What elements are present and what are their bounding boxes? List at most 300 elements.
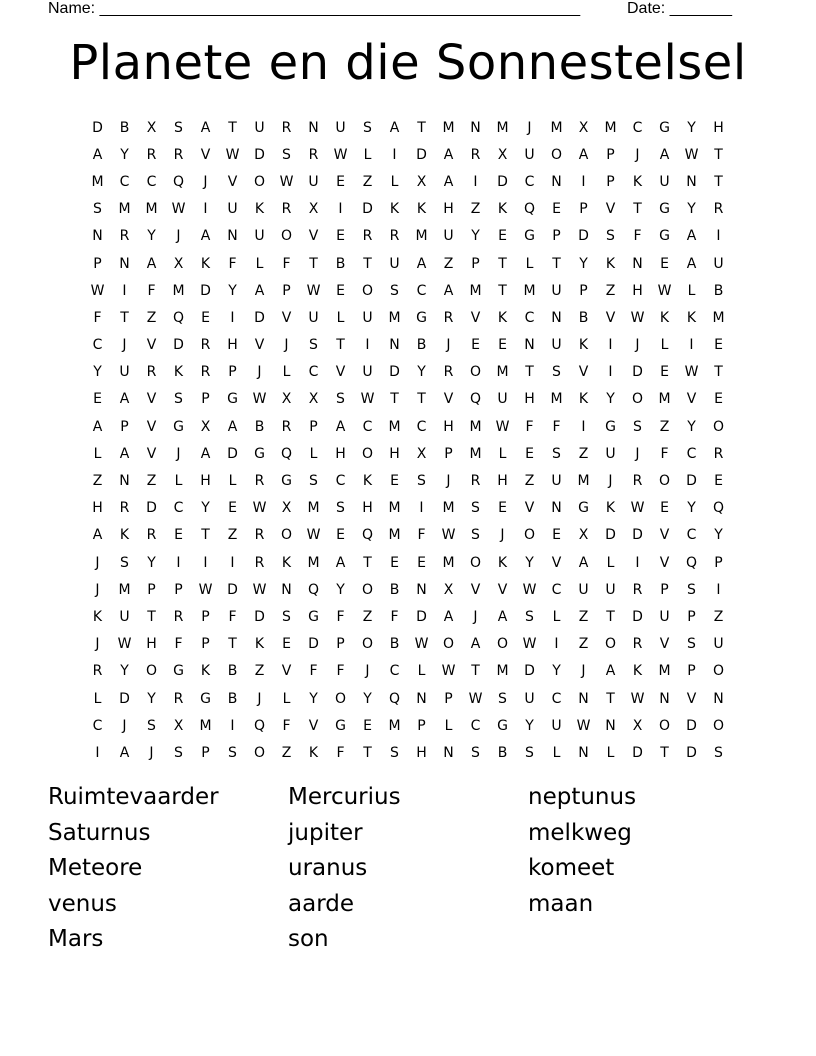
grid-letter: H [389,445,400,462]
grid-letter: N [551,500,562,517]
grid-letter: W [198,581,213,598]
grid-letter: D [416,608,427,625]
grid-letter: M [442,119,455,136]
grid-letter: S [498,690,507,707]
grid-letter: Z [281,744,292,761]
grid-letter: X [308,201,319,218]
grid-letter: O [145,663,158,680]
grid-letter: R [281,119,292,136]
word-list-item: Saturnus [48,819,151,846]
grid-letter: T [714,364,723,381]
grid-letter: P [228,364,237,381]
grid-letter: P [282,282,291,299]
grid-letter: W [630,500,645,517]
grid-letter: Z [362,608,373,625]
grid-letter: A [578,554,589,571]
grid-letter: A [605,663,616,680]
grid-letter: D [227,581,238,598]
grid-letter: Y [120,146,129,163]
grid-letter: D [524,663,535,680]
grid-letter: S [336,500,345,517]
grid-letter: P [687,608,696,625]
grid-letter: E [417,554,426,571]
grid-letter: A [578,146,589,163]
grid-letter: I [608,364,613,381]
grid-letter: X [443,581,454,598]
grid-letter: D [308,636,319,653]
grid-letter: V [470,581,481,598]
grid-letter: N [578,744,589,761]
grid-letter: W [225,146,240,163]
grid-letter: L [363,146,372,163]
grid-letter: I [122,282,127,299]
grid-letter: H [335,445,346,462]
grid-letter: K [200,255,211,272]
grid-letter: B [497,744,508,761]
grid-letter: B [119,119,130,136]
grid-letter: C [119,173,130,190]
grid-letter: D [632,364,643,381]
grid-letter: M [658,391,671,408]
grid-letter: Q [469,391,482,408]
grid-letter: I [176,554,181,571]
grid-letter: T [633,201,642,218]
grid-letter: Q [685,554,698,571]
grid-letter: B [713,282,724,299]
grid-row [84,495,732,522]
grid-letter: T [228,119,237,136]
grid-letter: Z [524,473,535,490]
grid-letter: H [713,119,724,136]
grid-letter: L [309,445,318,462]
grid-letter: E [93,391,102,408]
grid-row [84,440,732,467]
grid-letter: V [146,418,157,435]
grid-letter: K [497,554,508,571]
grid-letter: F [228,255,237,272]
grid-letter: U [524,690,535,707]
grid-letter: W [306,282,321,299]
grid-letter: R [281,418,292,435]
grid-letter: H [497,473,508,490]
grid-letter: G [173,663,184,680]
grid-letter: P [552,228,561,245]
grid-row [84,304,732,331]
grid-letter: S [390,282,399,299]
grid-letter: P [120,418,129,435]
grid-letter: S [552,364,561,381]
grid-letter: V [146,445,157,462]
grid-letter: W [522,636,537,653]
grid-letter: P [579,201,588,218]
grid-letter: A [416,255,427,272]
grid-letter: Q [172,309,185,326]
grid-letter: N [308,119,319,136]
grid-letter: U [308,309,319,326]
grid-letter: E [174,527,183,544]
grid-letter: C [416,282,427,299]
grid-row [84,196,732,223]
grid-letter: D [686,473,697,490]
grid-letter: K [497,309,508,326]
grid-letter: Q [307,581,320,598]
grid-letter: Z [254,663,265,680]
grid-letter: H [443,201,454,218]
grid-letter: G [200,690,211,707]
grid-letter: P [201,391,210,408]
grid-letter: E [336,282,345,299]
grid-letter: R [146,364,157,381]
grid-letter: A [119,445,130,462]
grid-letter: O [280,228,293,245]
grid-letter: E [390,473,399,490]
grid-letter: P [201,744,210,761]
grid-letter: J [635,445,640,462]
grid-letter: W [576,717,591,734]
grid-letter: P [336,636,345,653]
grid-letter: K [389,201,400,218]
grid-letter: U [551,717,562,734]
grid-letter: I [95,744,100,761]
grid-letter: K [308,744,319,761]
grid-letter: B [254,418,265,435]
grid-letter: M [91,173,104,190]
grid-letter: J [635,146,640,163]
grid-letter: M [415,228,428,245]
word-list-item: Meteore [48,855,143,882]
grid-row [84,603,732,630]
grid-letter: Y [363,690,372,707]
grid-letter: K [92,608,103,625]
grid-letter: C [92,337,103,354]
grid-letter: R [146,527,157,544]
grid-letter: R [173,146,184,163]
grid-letter: M [550,119,563,136]
grid-letter: E [498,500,507,517]
grid-letter: Y [336,581,345,598]
grid-letter: I [581,418,586,435]
grid-letter: U [605,445,616,462]
grid-letter: P [444,445,453,462]
grid-letter: C [308,364,319,381]
grid-letter: P [93,255,102,272]
grid-letter: W [684,364,699,381]
grid-letter: V [578,364,589,381]
grid-letter: D [686,717,697,734]
grid-letter: X [632,717,643,734]
grid-letter: A [92,527,103,544]
grid-letter: G [497,717,508,734]
grid-letter: I [365,337,370,354]
grid-letter: D [92,119,103,136]
grid-letter: O [361,636,374,653]
grid-letter: S [525,608,534,625]
grid-letter: F [660,445,669,462]
grid-letter: S [174,391,183,408]
grid-letter: Y [687,119,696,136]
grid-letter: U [308,173,319,190]
grid-letter: L [174,473,183,490]
grid-letter: L [606,744,615,761]
word-search-grid [84,114,732,767]
grid-letter: S [687,636,696,653]
grid-letter: E [660,364,669,381]
grid-letter: D [497,173,508,190]
grid-letter: C [416,418,427,435]
grid-letter: B [335,255,346,272]
grid-letter: G [659,119,670,136]
grid-letter: V [524,500,535,517]
grid-letter: I [230,309,235,326]
grid-row [84,739,732,766]
grid-letter: F [147,282,156,299]
grid-letter: J [176,445,181,462]
grid-letter: L [606,554,615,571]
grid-letter: S [282,146,291,163]
grid-letter: Y [147,690,156,707]
grid-letter: X [146,119,157,136]
grid-letter: U [254,119,265,136]
grid-letter: O [496,636,509,653]
grid-letter: P [309,418,318,435]
grid-letter: T [336,337,345,354]
grid-letter: J [500,527,505,544]
grid-letter: T [363,554,372,571]
grid-letter: Y [93,364,102,381]
grid-row [84,549,732,576]
grid-letter: T [471,663,480,680]
grid-letter: O [253,173,266,190]
grid-letter: P [444,690,453,707]
grid-letter: E [336,173,345,190]
grid-letter: H [362,500,373,517]
grid-letter: A [335,418,346,435]
grid-letter: U [362,364,373,381]
grid-letter: N [551,173,562,190]
grid-letter: T [228,636,237,653]
grid-letter: R [389,228,400,245]
grid-letter: W [360,391,375,408]
grid-letter: S [417,473,426,490]
grid-letter: L [525,255,534,272]
grid-letter: S [606,228,615,245]
grid-letter: Y [471,228,480,245]
grid-letter: O [712,663,725,680]
grid-letter: K [200,663,211,680]
grid-letter: M [388,309,401,326]
grid-letter: U [578,581,589,598]
grid-letter: X [173,255,184,272]
word-list-item: aarde [288,890,354,917]
grid-letter: J [95,636,100,653]
grid-letter: A [227,418,238,435]
grid-letter: P [201,636,210,653]
grid-letter: C [470,717,481,734]
grid-letter: G [254,445,265,462]
grid-letter: K [605,500,616,517]
grid-letter: R [443,364,454,381]
grid-letter: Z [470,201,481,218]
grid-letter: I [419,500,424,517]
grid-letter: R [254,473,265,490]
grid-letter: U [443,228,454,245]
grid-letter: Z [227,527,238,544]
grid-letter: R [254,527,265,544]
grid-letter: J [95,554,100,571]
grid-letter: X [173,717,184,734]
grid-letter: A [254,282,265,299]
grid-letter: L [282,690,291,707]
grid-letter: S [390,744,399,761]
grid-letter: E [498,228,507,245]
grid-letter: I [716,228,721,245]
grid-letter: L [687,282,696,299]
grid-letter: I [716,581,721,598]
grid-letter: Y [687,201,696,218]
grid-letter: M [604,119,617,136]
grid-letter: Z [578,608,589,625]
grid-letter: R [713,445,724,462]
grid-letter: Y [309,690,318,707]
grid-letter: M [118,581,131,598]
grid-row [84,250,732,277]
grid-letter: U [119,608,130,625]
grid-letter: I [392,146,397,163]
grid-letter: O [253,744,266,761]
grid-letter: U [389,255,400,272]
grid-letter: H [416,744,427,761]
grid-letter: M [712,309,725,326]
grid-letter: T [417,391,426,408]
grid-letter: I [689,337,694,354]
grid-letter: B [389,581,400,598]
grid-letter: S [633,418,642,435]
grid-letter: E [660,255,669,272]
grid-letter: D [632,608,643,625]
grid-letter: W [171,201,186,218]
grid-letter: I [608,337,613,354]
grid-letter: S [174,119,183,136]
grid-letter: M [199,717,212,734]
grid-letter: P [174,581,183,598]
grid-letter: R [119,228,130,245]
grid-letter: W [252,581,267,598]
grid-letter: U [605,581,616,598]
grid-letter: U [254,228,265,245]
grid-letter: M [550,391,563,408]
grid-row [84,168,732,195]
grid-letter: Q [523,201,536,218]
grid-letter: T [390,391,399,408]
grid-letter: M [496,119,509,136]
grid-letter: K [254,636,265,653]
grid-letter: Q [712,500,725,517]
grid-letter: W [333,146,348,163]
grid-letter: T [147,608,156,625]
grid-letter: W [441,527,456,544]
grid-letter: D [119,690,130,707]
grid-letter: E [714,391,723,408]
grid-letter: P [606,146,615,163]
grid-letter: L [552,608,561,625]
grid-letter: A [443,146,454,163]
grid-letter: M [307,500,320,517]
grid-letter: J [635,337,640,354]
grid-row [84,467,732,494]
grid-letter: N [119,473,130,490]
date-field-label: Date: _______ [627,0,732,17]
grid-letter: Y [579,255,588,272]
grid-letter: J [284,337,289,354]
grid-letter: P [147,581,156,598]
grid-letter: V [281,663,292,680]
grid-letter: C [146,173,157,190]
grid-letter: V [470,309,481,326]
grid-letter: W [684,146,699,163]
grid-letter: K [605,255,616,272]
grid-letter: C [362,418,373,435]
grid-letter: E [336,228,345,245]
grid-letter: L [282,364,291,381]
grid-letter: R [119,500,130,517]
grid-letter: O [361,445,374,462]
grid-letter: J [446,337,451,354]
grid-letter: G [605,418,616,435]
grid-letter: A [200,119,211,136]
grid-letter: M [469,282,482,299]
grid-letter: W [657,282,672,299]
word-list-column [48,780,288,958]
grid-letter: A [335,554,346,571]
grid-letter: M [442,500,455,517]
grid-letter: P [579,282,588,299]
grid-letter: K [362,473,373,490]
grid-letter: C [632,119,643,136]
grid-letter: O [658,473,671,490]
grid-letter: X [281,500,292,517]
grid-row [84,413,732,440]
grid-letter: R [254,554,265,571]
grid-letter: K [119,527,130,544]
grid-row [84,141,732,168]
grid-letter: X [416,445,427,462]
grid-letter: Y [147,554,156,571]
grid-letter: E [390,554,399,571]
grid-letter: R [713,201,724,218]
grid-letter: R [362,228,373,245]
grid-letter: K [686,309,697,326]
grid-letter: X [200,418,211,435]
grid-letter: H [200,473,211,490]
grid-letter: R [632,636,643,653]
grid-letter: X [578,119,589,136]
grid-letter: V [281,309,292,326]
grid-letter: N [227,228,238,245]
page-title: Planete en die Sonnestelsel [69,35,747,91]
grid-letter: J [365,663,370,680]
grid-letter: A [119,391,130,408]
grid-letter: J [203,173,208,190]
grid-letter: N [551,309,562,326]
grid-letter: S [336,391,345,408]
grid-letter: U [497,391,508,408]
word-list-item: uranus [288,855,368,882]
grid-letter: Y [147,228,156,245]
grid-letter: R [173,690,184,707]
grid-letter: V [227,173,238,190]
grid-letter: S [687,581,696,598]
grid-letter: P [417,717,426,734]
